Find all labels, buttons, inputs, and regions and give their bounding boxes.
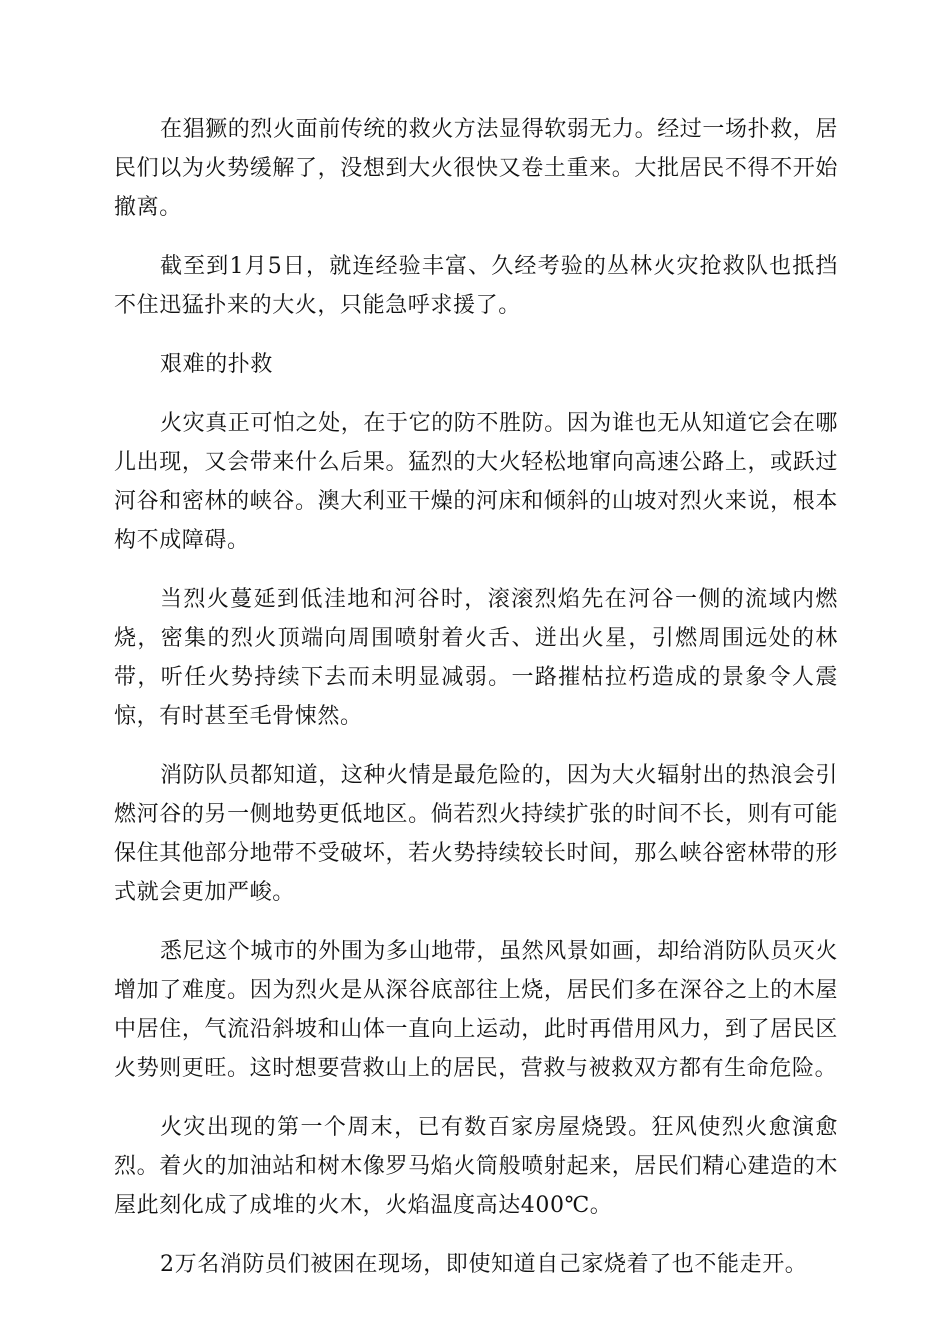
paragraph: 2万名消防员们被困在现场，即使知道自己家烧着了也不能走开。 xyxy=(160,1252,808,1277)
paragraph: 火灾出现的第一个周末，已有数百家房屋烧毁。狂风使烈火愈演愈烈。着火的加油站和树木像罗马焰火筒般喷射起来，居民们精心建造的木屋此刻化成了成堆的火木，火焰温度高达400℃。 xyxy=(114,1115,838,1218)
section-heading: 艰难的扑救 xyxy=(160,352,274,377)
paragraph: 消防队员都知道，这种火情是最危险的，因为大火辐射出的热浪会引燃河谷的另一侧地势更低地区。倘若烈火持续扩张的时间不长，则有可能保住其他部分地带不受破坏，若火势持续较长时间，那么峡谷密林带的形式就会更加严峻。 xyxy=(114,763,839,905)
paragraph: 截至到1月5日，就连经验丰富、久经考验的丛林火灾抢救队也抵挡不住迅猛扑来的大火，只能急呼求援了。 xyxy=(114,254,838,318)
paragraph: 悉尼这个城市的外围为多山地带，虽然风景如画，却给消防队员灭火增加了难度。因为烈火是从深谷底部往上烧，居民们多在深谷之上的木屋中居住，气流沿斜坡和山体一直向上运动，此时再借用风力，到了居民区火势则更旺。这时想要营救山上的居民，营救与被救双方都有生命危险。 xyxy=(114,939,839,1081)
paragraph: 火灾真正可怕之处，在于它的防不胜防。因为谁也无从知道它会在哪儿出现，又会带来什么后果。猛烈的大火轻松地窜向高速公路上，或跃过河谷和密林的峡谷。澳大利亚干燥的河床和倾斜的山坡对烈火来说，根本构不成障碍。 xyxy=(114,411,839,553)
paragraph: 当烈火蔓延到低洼地和河谷时，滚滚烈焰先在河谷一侧的流域内燃烧，密集的烈火顶端向周围喷射着火舌、迸出火星，引燃周围远处的林带，听任火势持续下去而未明显减弱。一路摧枯拉朽造成的景象令人震惊，有时甚至毛骨悚然。 xyxy=(114,587,838,729)
document-body xyxy=(114,110,838,1304)
paragraph: 在猖獗的烈火面前传统的救火方法显得软弱无力。经过一场扑救，居民们以为火势缓解了，没想到大火很快又卷土重来。大批居民不得不开始撤离。 xyxy=(114,117,839,220)
